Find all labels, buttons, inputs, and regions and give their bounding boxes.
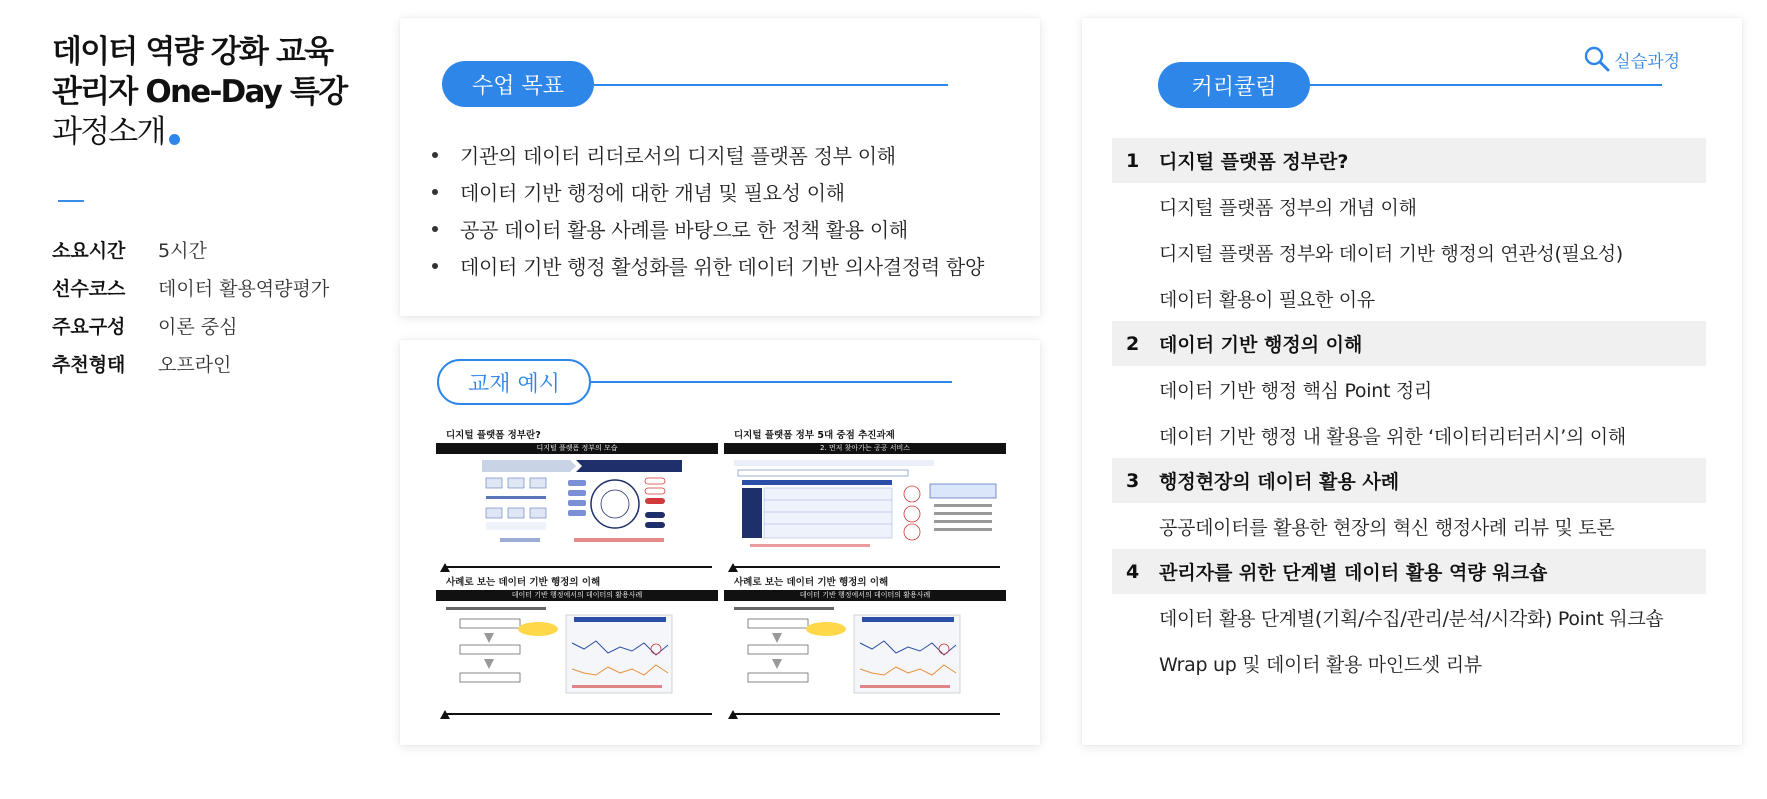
info-row xyxy=(52,268,382,306)
logo-mark-icon xyxy=(728,563,738,572)
title-line-2: 관리자 One-Day 특강 xyxy=(52,74,347,110)
section-number: 1 xyxy=(1126,149,1140,172)
curriculum-section-header xyxy=(1112,458,1706,503)
curriculum-section-header xyxy=(1112,321,1706,366)
title-dot-icon xyxy=(169,134,180,145)
logo-mark-icon xyxy=(440,563,450,572)
practice-link[interactable] xyxy=(1584,46,1680,72)
logo-mark-icon xyxy=(728,710,738,719)
slide-footer-line xyxy=(734,566,1000,568)
bullet-icon xyxy=(432,226,438,232)
section-number: 3 xyxy=(1126,469,1140,492)
info-value: 이론 중심 xyxy=(158,315,238,338)
goals-card xyxy=(400,18,1040,316)
info-value: 데이터 활용역량평가 xyxy=(158,277,330,300)
slide-thumbnail[interactable] xyxy=(436,428,718,573)
info-value: 5시간 xyxy=(158,239,207,262)
slide-footer-line xyxy=(734,713,1000,715)
section-title: 관리자를 위한 단계별 데이터 활용 역량 워크숍 xyxy=(1159,562,1548,584)
info-key: 추천형태 xyxy=(52,353,126,376)
slide-diagram xyxy=(442,456,712,561)
curriculum-item: 디지털 플랫폼 정부와 데이터 기반 행정의 연관성(필요성) xyxy=(1159,242,1623,265)
bullet-icon xyxy=(432,263,438,269)
textbook-thumbnails xyxy=(436,428,1006,720)
slide-thumbnail[interactable] xyxy=(436,575,718,720)
practice-link-label: 실습과정 xyxy=(1614,51,1680,72)
course-intro xyxy=(52,32,382,382)
goals-label: 수업 목표 xyxy=(442,61,594,107)
goal-item xyxy=(432,210,984,247)
section-title: 행정현장의 데이터 활용 사례 xyxy=(1159,471,1400,493)
goals-list xyxy=(432,136,984,284)
bullet-icon xyxy=(432,189,438,195)
curriculum-item: 디지털 플랫폼 정부의 개념 이해 xyxy=(1159,196,1417,219)
case-chart-graphic xyxy=(730,603,1000,708)
slide-title: 디지털 플랫폼 정부 5대 중점 추진과제 xyxy=(734,430,895,441)
info-row xyxy=(52,306,382,344)
info-value: 오프라인 xyxy=(158,353,232,376)
search-icon xyxy=(1584,46,1610,72)
goal-text: 데이터 기반 행정 활성화를 위한 데이터 기반 의사결정력 함양 xyxy=(460,255,984,279)
goal-text: 데이터 기반 행정에 대한 개념 및 필요성 이해 xyxy=(460,181,845,205)
slide-title: 디지털 플랫폼 정부란? xyxy=(446,430,541,441)
slide-title: 사례로 보는 데이터 기반 행정의 이해 xyxy=(734,577,889,588)
platform-diagram-graphic xyxy=(442,456,712,561)
curriculum-item: 데이터 활용 단계별(기획/수집/관리/분석/시각화) Point 워크숍 xyxy=(1159,607,1664,630)
info-key: 선수코스 xyxy=(52,277,126,300)
curriculum-item: 데이터 활용이 필요한 이유 xyxy=(1159,288,1375,311)
case-chart-graphic xyxy=(442,603,712,708)
bullet-icon xyxy=(432,152,438,158)
slide-subtitle-bar: 데이터 기반 행정에서의 데이터의 활용사례 xyxy=(436,590,718,601)
curriculum-item: 공공데이터를 활용한 현장의 혁신 행정사례 리뷰 및 토론 xyxy=(1159,516,1615,539)
goals-label-line xyxy=(594,84,948,86)
slide-title: 사례로 보는 데이터 기반 행정의 이해 xyxy=(446,577,601,588)
slide-diagram xyxy=(442,603,712,708)
title-line-1: 데이터 역량 강화 교육 xyxy=(52,34,333,70)
slide-footer-line xyxy=(446,713,712,715)
curriculum-label: 커리큘럼 xyxy=(1158,62,1310,108)
slide-diagram xyxy=(730,456,1000,561)
slide-subtitle-bar: 데이터 기반 행정에서의 데이터의 활용사례 xyxy=(724,590,1006,601)
section-number: 2 xyxy=(1126,332,1140,355)
curriculum-list xyxy=(1112,138,1706,686)
curriculum-section-header xyxy=(1112,138,1706,183)
slide-diagram xyxy=(730,603,1000,708)
goal-item xyxy=(432,136,984,173)
slide-thumbnail[interactable] xyxy=(724,428,1006,573)
curriculum-section-header xyxy=(1112,549,1706,594)
goal-text: 기관의 데이터 리더로서의 디지털 플랫폼 정부 이해 xyxy=(460,144,896,168)
slide-footer-line xyxy=(446,566,712,568)
curriculum-item: Wrap up 및 데이터 활용 마인드셋 리뷰 xyxy=(1159,653,1482,676)
policy-table-graphic xyxy=(730,456,1000,561)
title-line-3-text: 과정소개 xyxy=(52,114,165,150)
logo-mark-icon xyxy=(440,710,450,719)
goal-text: 공공 데이터 활용 사례를 바탕으로 한 정책 활용 이해 xyxy=(460,218,908,242)
curriculum-card xyxy=(1082,18,1742,745)
goal-item xyxy=(432,173,984,210)
slide-thumbnail[interactable] xyxy=(724,575,1006,720)
textbook-label: 교재 예시 xyxy=(437,359,591,405)
section-title: 디지털 플랫폼 정부란? xyxy=(1159,151,1349,173)
curriculum-item: 데이터 기반 행정 핵심 Point 정리 xyxy=(1159,379,1432,402)
curriculum-label-line xyxy=(1310,84,1662,86)
textbook-label-line xyxy=(591,381,952,383)
title-line-3 xyxy=(52,112,382,152)
info-row xyxy=(52,344,382,382)
info-key: 소요시간 xyxy=(52,239,126,262)
slide-subtitle-bar: 디지털 플랫폼 정부의 모습 xyxy=(436,443,718,454)
section-number: 4 xyxy=(1126,560,1140,583)
curriculum-item: 데이터 기반 행정 내 활용을 위한 ‘데이터리터러시’의 이해 xyxy=(1159,425,1626,448)
course-info-list xyxy=(52,230,382,382)
info-key: 주요구성 xyxy=(52,315,126,338)
slide-subtitle-bar: 2. 먼저 찾아가는 공공 서비스 xyxy=(724,443,1006,454)
info-row xyxy=(52,230,382,268)
page-title xyxy=(52,32,382,152)
divider xyxy=(58,200,84,202)
goal-item xyxy=(432,247,984,284)
section-title: 데이터 기반 행정의 이해 xyxy=(1159,334,1363,356)
textbook-card xyxy=(400,340,1040,745)
